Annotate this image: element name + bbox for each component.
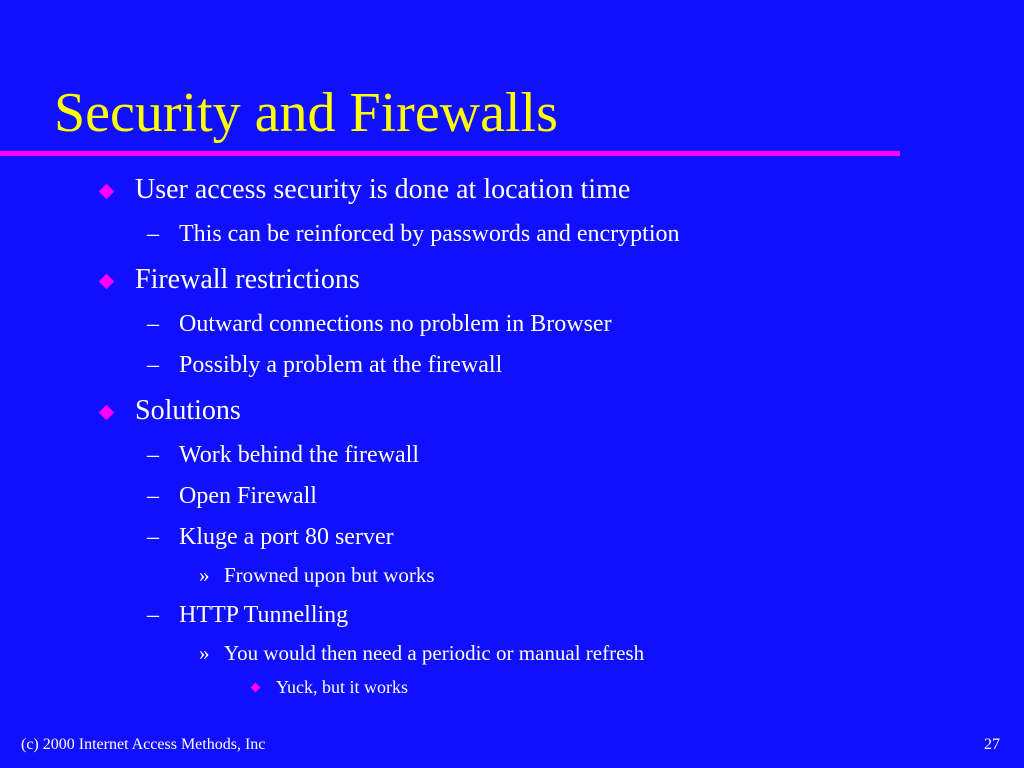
dash-marker: – — [147, 602, 159, 628]
sub-bullet-text: Kluge a port 80 server — [179, 524, 394, 550]
dash-marker: – — [147, 483, 159, 509]
diamond-bullet-icon — [99, 405, 115, 421]
sub-bullet-text: Open Firewall — [179, 483, 317, 509]
page-number: 27 — [984, 736, 1000, 753]
dash-marker: – — [147, 352, 159, 378]
title-rule — [0, 151, 900, 156]
raquo-marker: » — [199, 563, 210, 587]
bullet-text: Solutions — [135, 395, 241, 426]
raquo-marker: » — [199, 641, 210, 665]
sub-sub-bullet-text: Frowned upon but works — [224, 563, 435, 587]
dash-marker: – — [147, 442, 159, 468]
sub-bullet-text: This can be reinforced by passwords and encryption — [179, 221, 680, 247]
sub-bullet-text: Outward connections no problem in Browser — [179, 311, 612, 337]
level4-bullet-text: Yuck, but it works — [276, 677, 408, 697]
sub-bullet-text: HTTP Tunnelling — [179, 602, 349, 628]
footer-copyright: (c) 2000 Internet Access Methods, Inc — [21, 736, 266, 753]
sub-bullet-text: Work behind the firewall — [179, 442, 419, 468]
bullet-text: User access security is done at location time — [135, 174, 631, 205]
bullet-text: Firewall restrictions — [135, 264, 360, 295]
dash-marker: – — [147, 311, 159, 337]
sub-bullet-text: Possibly a problem at the firewall — [179, 352, 503, 378]
dash-marker: – — [147, 221, 159, 247]
sub-sub-bullet-text: You would then need a periodic or manual refresh — [224, 641, 645, 665]
dash-marker: – — [147, 524, 159, 550]
slide-title: Security and Firewalls — [54, 82, 558, 144]
diamond-bullet-icon — [251, 683, 261, 693]
diamond-bullet-icon — [99, 274, 115, 290]
diamond-bullet-icon — [99, 184, 115, 200]
